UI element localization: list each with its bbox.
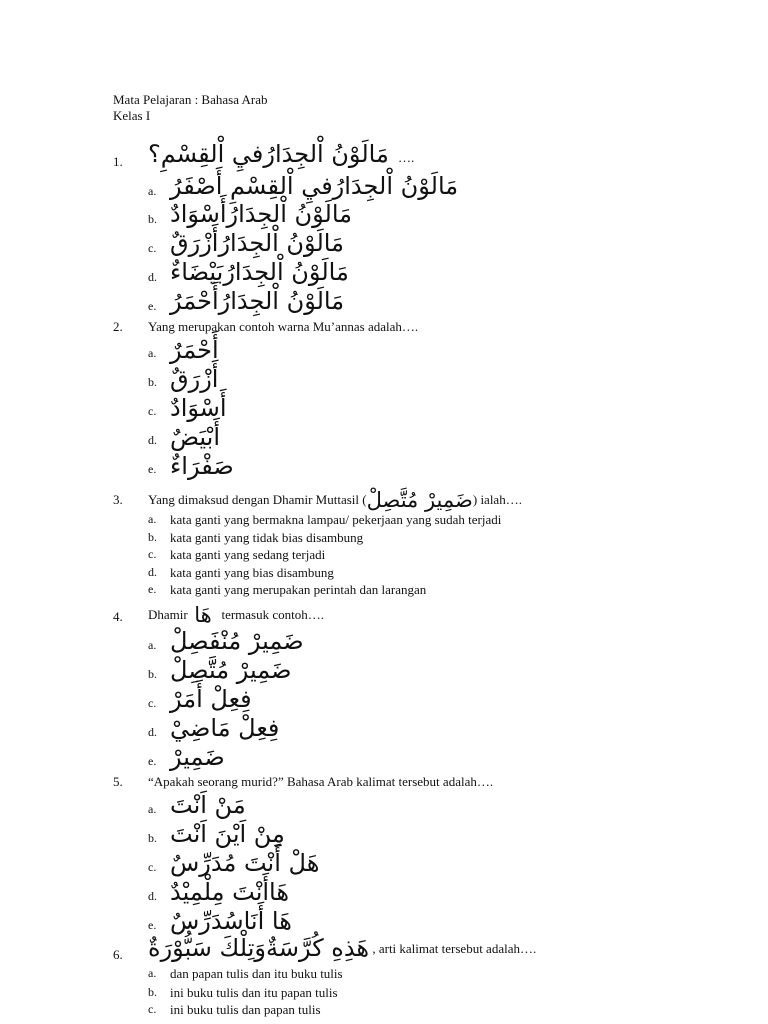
q4-option-e: ضَمِيرْ	[170, 743, 225, 771]
q3-option-c-letter: c.	[148, 547, 157, 561]
q2-option-d: أَبْيَضٌ	[170, 423, 220, 451]
q3-number: 3.	[113, 492, 123, 507]
q3-option-b-letter: b.	[148, 530, 157, 544]
q1-option-c: مَالَوْنُ اْلجِدَارُأَزْرَقٌ	[170, 229, 344, 257]
q6-option-a: dan papan tulis dan itu buku tulis	[170, 966, 343, 981]
q2-option-b: أَزْرَقٌ	[170, 365, 219, 393]
q2-option-a: أَحْمَرٌ	[170, 336, 219, 364]
q4-option-b: ضَمِيرْ مُتَّصِلْ	[170, 656, 292, 684]
q4-option-b-letter: b.	[148, 667, 157, 681]
q4-text-after: termasuk contoh….	[221, 607, 324, 622]
q5-option-b-letter: b.	[148, 831, 157, 845]
q2-option-b-letter: b.	[148, 375, 157, 389]
q3-text-before: Yang dimaksud dengan Dhamir Muttasil (	[148, 492, 367, 507]
q3-text-arabic: ضَمِيرْ مُتَّصِلْ	[366, 488, 473, 512]
q5-option-b: مِنْ اَيْنَ اَنْتَ	[170, 820, 285, 848]
q1-option-a-letter: a.	[148, 184, 157, 198]
q1-option-d: مَالَوْنُ اْلجِدَارُبَيْضَاءٌ	[170, 258, 349, 286]
q1-option-e-letter: e.	[148, 299, 157, 313]
q1-option-e: مَالَوْنُ اْلجِدَارُأَحْمَرُ	[170, 287, 345, 315]
q5-option-d-letter: d.	[148, 889, 157, 903]
q4-option-e-letter: e.	[148, 754, 157, 768]
q6-option-c-letter: c.	[148, 1002, 157, 1016]
q3-option-b: kata ganti yang tidak bias disambung	[170, 530, 364, 545]
q4-option-c-letter: c.	[148, 696, 157, 710]
q3-option-a: kata ganti yang bermakna lampau/ pekerjaan yang sudah terjadi	[170, 512, 502, 527]
q6-option-a-letter: a.	[148, 966, 157, 980]
q2-option-e: صَفْرَاءٌ	[170, 452, 234, 480]
q4-option-a: ضَمِيرْ مُنْفَصِلْ	[170, 627, 304, 655]
q4-option-a-letter: a.	[148, 638, 157, 652]
q4-number: 4.	[113, 609, 123, 624]
q3-option-a-letter: a.	[148, 512, 157, 526]
q5-option-c: هَلْ أَنْتَ مُدَرِّسٌ	[170, 849, 320, 877]
q5-option-e: هَا أَنَاسُدَرِّسٌ	[170, 907, 292, 935]
q4-option-d: فِعِلْ مَاضِيْ	[170, 714, 280, 742]
q6-number: 6.	[113, 947, 123, 962]
q5-option-a-letter: a.	[148, 802, 157, 816]
q3-option-d-letter: d.	[148, 565, 157, 579]
q2-option-e-letter: e.	[148, 462, 157, 476]
q3-option-e-letter: e.	[148, 582, 157, 596]
class-line: Kelas I	[113, 108, 151, 123]
q4-text-before: Dhamir	[148, 607, 188, 622]
q6-option-b: ini buku tulis dan itu papan tulis	[170, 985, 338, 1000]
q2-option-c: أَسْوَادٌ	[170, 394, 227, 422]
q1-option-b: مَالَوْنُ اْلجِدَارُأَسْوَادٌ	[170, 200, 352, 228]
q5-option-a: مَنْ اَنْتَ	[170, 791, 246, 819]
q5-option-e-letter: e.	[148, 918, 157, 932]
q4-question	[148, 603, 324, 627]
q3-question	[148, 488, 522, 512]
q5-option-c-letter: c.	[148, 860, 157, 874]
q3-option-c: kata ganti yang sedang terjadi	[170, 547, 326, 562]
q4-option-d-letter: d.	[148, 725, 157, 739]
q6-text-arabic: هَذِهِ كُرَّسَةٌوَتِلْكَ سَبُّوْرَةٌ	[148, 934, 370, 962]
q1-question-arabic: مَالَوْنُ اْلجِدَارُفيِ اْلقِسْمِ؟	[148, 140, 389, 168]
q2-number: 2.	[113, 319, 123, 334]
q2-question-text: Yang merupakan contoh warna Mu’annas adalah….	[148, 319, 419, 334]
q2-option-d-letter: d.	[148, 433, 157, 447]
q5-option-d: هَاأَنْتَ مِلْمِيْدٌ	[170, 878, 290, 906]
q3-option-e: kata ganti yang merupakan perintah dan larangan	[170, 582, 427, 597]
q3-text-after: ) ialah….	[472, 492, 522, 507]
q1-option-a: مَالَوْنُ اْلجِدَارُفيِ اْلقِسْمِ أَصْفَرُ	[170, 172, 459, 200]
q6-option-b-letter: b.	[148, 985, 157, 999]
subject-line: Mata Pelajaran : Bahasa Arab	[113, 92, 268, 107]
q1-option-c-letter: c.	[148, 241, 157, 255]
q1-option-b-letter: b.	[148, 212, 157, 226]
q5-question-text: “Apakah seorang murid?” Bahasa Arab kalimat tersebut adalah….	[148, 774, 494, 789]
q5-number: 5.	[113, 774, 123, 789]
q2-option-a-letter: a.	[148, 346, 157, 360]
q6-question	[148, 934, 536, 962]
q6-option-c: ini buku tulis dan papan tulis	[170, 1002, 321, 1017]
q1-option-d-letter: d.	[148, 270, 157, 284]
q6-text-after: , arti kalimat tersebut adalah….	[372, 941, 537, 956]
q4-option-c: فِعِلْ أَمَرْ	[170, 685, 252, 713]
q1-number: 1.	[113, 154, 123, 169]
q4-text-arabic: هَا	[194, 603, 212, 627]
q2-option-c-letter: c.	[148, 404, 157, 418]
q1-question-dots: ….	[398, 150, 415, 165]
q3-option-d: kata ganti yang bias disambung	[170, 565, 334, 580]
